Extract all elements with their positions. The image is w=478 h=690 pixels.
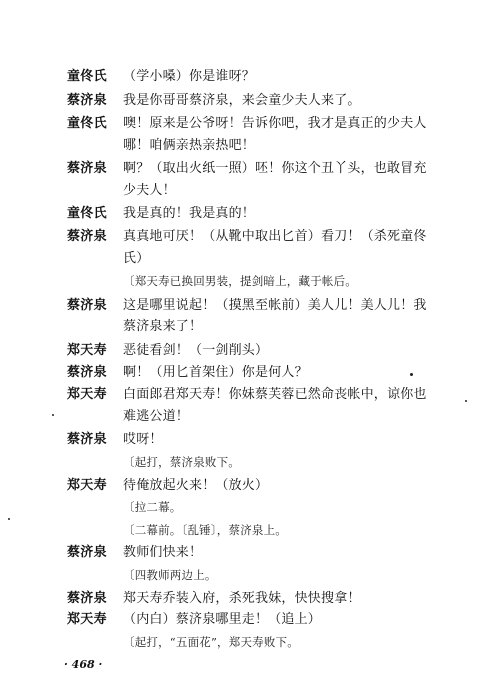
- stage-direction: 〔起打，蔡济泉败下。: [123, 455, 240, 469]
- dialogue-line: 噢！原来是公爷呀！告诉你吧，我才是真正的少夫人: [123, 116, 427, 131]
- speaker-name: 蔡济泉: [67, 545, 107, 560]
- speaker-name: 蔡济泉: [67, 432, 107, 447]
- dialogue-line: 少夫人！: [123, 183, 176, 198]
- dialogue-line: 郑天寿乔装入府，杀死我妹，快快搜拿！: [123, 591, 361, 606]
- scan-speck: [8, 518, 10, 520]
- speaker-name: 郑天寿: [67, 387, 107, 402]
- speaker-name: 蔡济泉: [67, 161, 107, 176]
- dialogue-line: （内白）蔡济泉哪里走！（追上）: [123, 612, 322, 627]
- stage-direction: 〔二幕前。〔乱锤〕，蔡济泉上。: [123, 523, 287, 537]
- scan-speck: [410, 373, 413, 376]
- dialogue-line: 真真地可厌！（从靴中取出匕首）看刀！（杀死童佟: [123, 229, 427, 244]
- speaker-name: 蔡济泉: [67, 591, 107, 606]
- speaker-name: 郑天寿: [67, 612, 107, 627]
- page-number: · 468 ·: [64, 658, 103, 671]
- dialogue-line: 啊？（取出火纸一照）呸！你这个丑丫头，也敢冒充: [123, 161, 427, 176]
- speaker-name: 郑天寿: [67, 343, 107, 358]
- dialogue-line: 哎呀！: [123, 432, 163, 447]
- dialogue-line: 难逃公道！: [123, 409, 190, 424]
- speaker-name: 童佟氏: [67, 116, 107, 131]
- dialogue-line: 教师们快来！: [123, 545, 203, 560]
- speaker-name: 童佟氏: [67, 206, 107, 221]
- speaker-name: 蔡济泉: [67, 229, 107, 244]
- dialogue-line: 恶徒看剑！（一剑削头）: [123, 343, 269, 358]
- speaker-name: 郑天寿: [67, 478, 107, 493]
- dialogue-line: 啊！（用匕首架住）你是何人？: [123, 365, 308, 380]
- dialogue-line: 蔡济泉来了！: [123, 319, 203, 334]
- scan-speck: [52, 414, 54, 416]
- dialogue-line: 这是哪里说起！（摸黑至帐前）美人儿！美人儿！我: [123, 298, 427, 313]
- dialogue-line: 氏）: [123, 251, 150, 266]
- speaker-name: 蔡济泉: [67, 298, 107, 313]
- dialogue-line: 哪！咱俩亲热亲热吧！: [123, 138, 256, 153]
- stage-direction: 〔拉二幕。: [123, 500, 182, 514]
- dialogue-line: （学小嗓）你是谁呀？: [123, 69, 256, 84]
- speaker-name: 蔡济泉: [67, 365, 107, 380]
- scan-speck: [465, 400, 467, 402]
- dialogue-line: 我是真的！我是真的！: [123, 206, 256, 221]
- dialogue-line: 白面郎君郑天寿！你妹蔡芙蓉已然命丧帐中，谅你也: [123, 387, 427, 402]
- dialogue-line: 待俺放起火来！（放火）: [123, 478, 269, 493]
- stage-direction: 〔郑天寿已换回男装，提剑暗上，藏于帐后。: [123, 274, 357, 288]
- speaker-name: 蔡济泉: [67, 93, 107, 108]
- stage-direction: 〔起打，“五面花”，郑天寿败下。: [123, 635, 299, 649]
- speaker-name: 童佟氏: [67, 69, 107, 84]
- stage-direction: 〔四教师两边上。: [123, 568, 217, 582]
- dialogue-line: 我是你哥哥蔡济泉，来会童少夫人来了。: [123, 93, 361, 108]
